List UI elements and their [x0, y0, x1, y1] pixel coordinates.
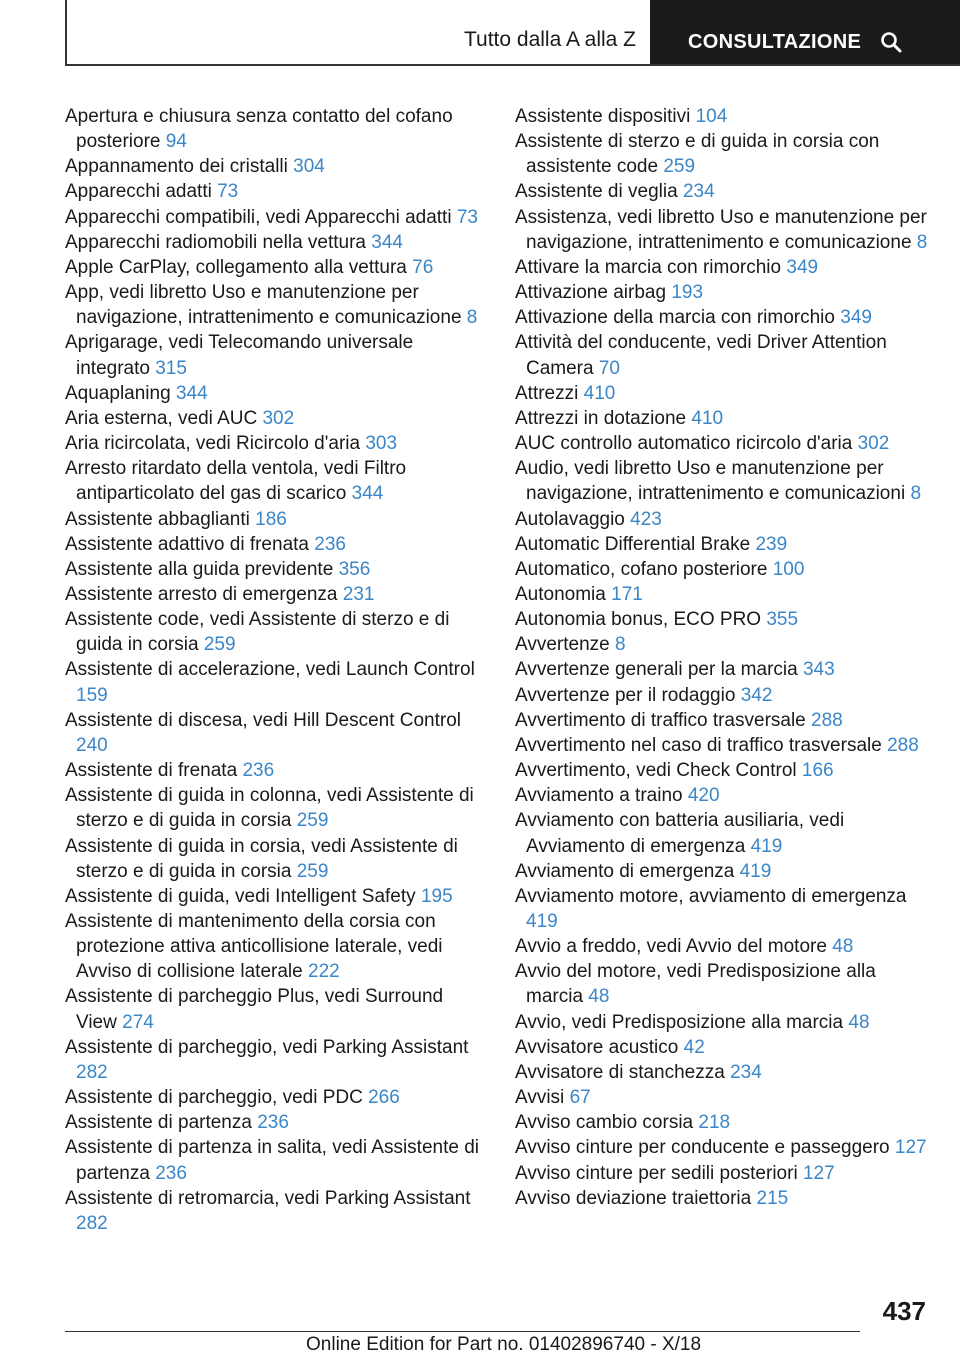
index-term: Avviamento con batteria ausiliaria, vedi Avviamento di emergenza — [515, 810, 845, 857]
page-reference-link[interactable]: 70 — [598, 357, 620, 379]
index-term: Automatico, cofano posteriore — [515, 558, 768, 580]
index-term: Avviso cinture per conducente e passeggero — [515, 1137, 890, 1159]
index-entry — [65, 708, 485, 758]
index-term: Attrezzi — [515, 382, 579, 404]
index-entry — [65, 406, 485, 431]
index-entry — [65, 456, 485, 506]
index-entry — [65, 984, 485, 1034]
index-term: Assistente di parcheggio Plus, vedi Surround View — [65, 986, 444, 1033]
index-entry — [515, 1110, 935, 1135]
index-entry — [515, 1161, 935, 1186]
page-reference-link[interactable]: 239 — [755, 533, 788, 555]
index-term: Apertura e chiusura senza contatto del cofano posteriore — [65, 106, 453, 153]
page-reference-link[interactable]: 282 — [76, 1061, 108, 1083]
page-reference-link[interactable]: 127 — [802, 1162, 835, 1184]
page-reference-link[interactable]: 342 — [740, 684, 773, 706]
index-term: Assistente code, vedi Assistente di sterzo e di guida in corsia — [65, 609, 450, 656]
page-reference-link[interactable]: 304 — [293, 156, 325, 178]
page-reference-link[interactable]: 8 — [916, 231, 928, 253]
page-reference-link[interactable]: 259 — [296, 810, 329, 832]
index-term: Attrezzi in dotazione — [515, 407, 687, 429]
page-reference-link[interactable]: 236 — [314, 533, 346, 555]
index-term: Avviamento motore, avviamento di emergenza — [515, 885, 907, 907]
index-entry — [515, 1135, 935, 1160]
index-entry — [65, 1085, 485, 1110]
index-entry — [515, 129, 935, 179]
index-entry — [65, 1110, 485, 1135]
section-tab-consultazione[interactable] — [650, 0, 960, 64]
page-reference-link[interactable]: 266 — [368, 1087, 400, 1109]
page-reference-link[interactable]: 73 — [456, 206, 478, 228]
page-reference-link[interactable]: 419 — [526, 911, 558, 932]
index-term: Assistente di frenata — [65, 760, 238, 782]
index-term: Avvertimento, vedi Check Control — [515, 760, 797, 782]
page-reference-link[interactable]: 100 — [772, 558, 805, 580]
page-reference-link[interactable]: 274 — [122, 1011, 154, 1033]
index-term: Assistente di sterzo e di guida in corsia con assistente code — [515, 131, 880, 178]
index-entry — [65, 154, 485, 179]
index-term: Avviso cambio corsia — [515, 1112, 694, 1134]
index-entry — [515, 557, 935, 582]
index-term: Avvertimento nel caso di traffico trasversale — [515, 734, 882, 756]
index-term: Avvio a freddo, vedi Avvio del motore — [515, 936, 827, 958]
index-term: Avvertimento di traffico trasversale — [515, 709, 806, 731]
index-term: Assistente adattivo di frenata — [65, 533, 309, 555]
index-term: Assistente arresto di emergenza — [65, 583, 338, 605]
page-reference-link[interactable]: 315 — [155, 357, 187, 379]
page-reference-link[interactable]: 344 — [175, 382, 208, 404]
index-term: Audio, vedi libretto Uso e manutenzione per navigazione, intrattenimento e comunicazioni — [515, 458, 906, 505]
page-reference-link[interactable]: 215 — [756, 1187, 789, 1209]
page-reference-link[interactable]: 288 — [811, 709, 843, 731]
index-term: Assistente di guida in corsia, vedi Assistente di sterzo e di guida in corsia — [65, 835, 458, 882]
index-term: Attivare la marcia con rimorchio — [515, 256, 782, 278]
index-term: Aria esterna, vedi AUC — [65, 407, 258, 429]
index-entry — [65, 834, 485, 884]
page-reference-link[interactable]: 349 — [786, 256, 819, 278]
page-reference-link[interactable]: 76 — [412, 256, 434, 278]
index-entry — [515, 507, 935, 532]
index-entry — [65, 230, 485, 255]
index-entry — [65, 657, 485, 707]
index-term: Assistente di parcheggio, vedi Parking Assistant — [65, 1036, 469, 1058]
page-reference-link[interactable]: 94 — [165, 131, 187, 153]
index-term: Assistente di parcheggio, vedi PDC — [65, 1087, 363, 1109]
index-entry — [515, 280, 935, 305]
page-reference-link[interactable]: 355 — [766, 609, 799, 631]
index-entry — [515, 381, 935, 406]
index-entry — [515, 859, 935, 884]
page-reference-link[interactable]: 166 — [801, 760, 834, 782]
page-reference-link[interactable]: 288 — [887, 734, 919, 756]
page-reference-link[interactable]: 344 — [371, 231, 403, 253]
index-entry — [515, 959, 935, 1009]
index-entry — [515, 1035, 935, 1060]
page-reference-link[interactable]: 236 — [155, 1162, 187, 1184]
index-entry — [515, 884, 935, 934]
index-term: Autonomia — [515, 583, 606, 605]
index-term: Autolavaggio — [515, 508, 625, 530]
page-reference-link[interactable]: 236 — [242, 760, 275, 782]
breadcrumb[interactable]: Tutto dalla A alla Z — [464, 28, 636, 51]
page-reference-link[interactable]: 302 — [262, 407, 295, 429]
page-reference-link[interactable]: 218 — [698, 1112, 731, 1134]
index-entry — [515, 683, 935, 708]
index-entry — [65, 255, 485, 280]
page-reference-link[interactable]: 240 — [76, 734, 108, 756]
page-reference-link[interactable]: 8 — [466, 307, 478, 329]
index-term: Assistente di veglia — [515, 181, 678, 203]
page-reference-link[interactable]: 420 — [687, 785, 720, 807]
index-term: Attivazione della marcia con rimorchio — [515, 307, 835, 329]
index-term: Aria ricircolata, vedi Ricircolo d'aria — [65, 433, 361, 455]
page-reference-link[interactable]: 282 — [76, 1212, 108, 1234]
page-reference-link[interactable]: 302 — [857, 433, 890, 455]
index-term: Assistente di accelerazione, vedi Launch Control — [65, 659, 475, 681]
index-entry — [515, 1186, 935, 1211]
index-entry — [65, 607, 485, 657]
page-reference-link[interactable]: 349 — [840, 307, 872, 329]
index-entry — [65, 783, 485, 833]
search-icon[interactable] — [879, 30, 903, 54]
index-term: Assistente di guida in colonna, vedi Assistente di sterzo e di guida in corsia — [65, 785, 474, 832]
index-term: Avviamento di emergenza — [515, 860, 735, 882]
section-label: CONSULTAZIONE — [688, 31, 862, 53]
index-entry — [65, 381, 485, 406]
index-entry — [515, 104, 935, 129]
index-entry — [515, 406, 935, 431]
index-entry — [65, 280, 485, 330]
index-entry — [65, 582, 485, 607]
page-reference-link[interactable]: 8 — [910, 483, 922, 505]
index-column-left — [65, 104, 485, 1236]
page-reference-link[interactable]: 234 — [682, 181, 715, 203]
index-entry — [65, 104, 485, 154]
page-reference-link[interactable]: 48 — [848, 1011, 870, 1033]
index-term: Apparecchi radiomobili nella vettura — [65, 231, 366, 253]
page-reference-link[interactable]: 343 — [802, 659, 835, 681]
index-entry — [65, 557, 485, 582]
index-entry — [515, 431, 935, 456]
index-entry — [515, 783, 935, 808]
index-entry — [65, 431, 485, 456]
index-column-right — [515, 104, 935, 1236]
page-reference-link[interactable]: 42 — [683, 1036, 705, 1058]
index-entry — [515, 205, 935, 255]
index-term: Avvertenze — [515, 634, 610, 656]
page-reference-link[interactable]: 67 — [569, 1087, 591, 1109]
index-entry — [515, 607, 935, 632]
page-reference-link[interactable]: 259 — [296, 860, 329, 882]
index-term: Apparecchi compatibili, vedi Apparecchi adatti — [65, 206, 452, 228]
index-entry — [65, 758, 485, 783]
index-entry — [515, 934, 935, 959]
index-entry — [65, 1186, 485, 1236]
page-reference-link[interactable]: 259 — [203, 634, 236, 656]
index-entry — [65, 205, 485, 230]
index-entry — [515, 330, 935, 380]
index-term: Attivazione airbag — [515, 282, 667, 304]
index-term: Apparecchi adatti — [65, 181, 212, 203]
index-entry — [515, 532, 935, 557]
index-term: Appannamento dei cristalli — [65, 156, 288, 178]
index-term: Avviso deviazione traiettoria — [515, 1187, 752, 1209]
page-reference-link[interactable]: 303 — [365, 433, 398, 455]
index-entry — [65, 1135, 485, 1185]
page-reference-link[interactable]: 410 — [691, 407, 724, 429]
page-reference-link[interactable]: 104 — [695, 106, 728, 127]
page-number: 437 — [882, 1296, 926, 1326]
index-term: Avvisi — [515, 1087, 565, 1109]
index-entry — [65, 507, 485, 532]
index-entry — [515, 758, 935, 783]
page-reference-link[interactable]: 419 — [739, 860, 772, 882]
index-term: Assistente di partenza — [65, 1112, 252, 1134]
page-reference-link[interactable]: 259 — [663, 156, 696, 178]
index-term: Avvertenze per il rodaggio — [515, 684, 736, 706]
index-term: Avvio del motore, vedi Predisposizione alla marcia — [515, 961, 876, 1008]
page-reference-link[interactable]: 234 — [730, 1061, 762, 1083]
index-entry — [515, 582, 935, 607]
page-reference-link[interactable]: 231 — [342, 583, 375, 605]
page-reference-link[interactable]: 159 — [76, 684, 108, 706]
index-entry — [515, 305, 935, 330]
page-reference-link[interactable]: 423 — [630, 508, 662, 530]
footer-divider — [65, 1331, 860, 1332]
index-term: Assistente abbaglianti — [65, 508, 250, 530]
index-entry — [65, 909, 485, 984]
index-term: Aquaplaning — [65, 382, 171, 404]
index-term: App, vedi libretto Uso e manutenzione per navigazione, intrattenimento e comunicazione — [65, 282, 462, 329]
index-entry — [65, 330, 485, 380]
index-term: Assistente alla guida previdente — [65, 558, 334, 580]
index-entry — [515, 708, 935, 733]
page-reference-link[interactable]: 344 — [351, 483, 384, 505]
index-term: Avvertenze generali per la marcia — [515, 659, 798, 681]
index-term: Assistente di discesa, vedi Hill Descent Control — [65, 709, 462, 731]
index-entry — [515, 808, 935, 858]
edition-footer: Online Edition for Part no. 01402896740 - X/18 — [306, 1334, 702, 1355]
index-term: Attività del conducente, vedi Driver Attention Camera — [515, 332, 887, 379]
index-entry — [515, 1010, 935, 1035]
index-term: Autonomia bonus, ECO PRO — [515, 609, 762, 631]
page-reference-link[interactable]: 236 — [257, 1112, 289, 1134]
page-header — [65, 0, 960, 66]
page-reference-link[interactable]: 48 — [588, 986, 610, 1008]
page-reference-link[interactable]: 8 — [614, 634, 626, 656]
index-entry — [515, 632, 935, 657]
index-term: Avviamento a traino — [515, 785, 683, 807]
index-term: Assistente di retromarcia, vedi Parking Assistant — [65, 1187, 471, 1209]
index-term: Avviso cinture per sedili posteriori — [515, 1162, 798, 1184]
index-term: Avvio, vedi Predisposizione alla marcia — [515, 1011, 844, 1033]
page-reference-link[interactable]: 356 — [338, 558, 371, 580]
page-reference-link[interactable]: 127 — [894, 1137, 927, 1159]
page-reference-link[interactable]: 186 — [255, 508, 287, 530]
index-term: Automatic Differential Brake — [515, 533, 751, 555]
index-entry — [515, 1060, 935, 1085]
page-reference-link[interactable]: 222 — [308, 961, 340, 983]
index-term: AUC controllo automatico ricircolo d'aria — [515, 433, 853, 455]
index-columns — [65, 104, 935, 1236]
index-entry — [65, 532, 485, 557]
index-term: Aprigarage, vedi Telecomando universale integrato — [65, 332, 414, 379]
page-reference-link[interactable]: 73 — [217, 181, 239, 203]
index-term: Avvisatore di stanchezza — [515, 1061, 725, 1083]
page-reference-link[interactable]: 171 — [611, 583, 643, 605]
index-term: Arresto ritardato della ventola, vedi Filtro antiparticolato del gas di scarico — [65, 458, 407, 505]
index-term: Assistenza, vedi libretto Uso e manutenzione per navigazione, intrattenimento e comunicazione — [515, 206, 927, 253]
index-term: Assistente di guida, vedi Intelligent Safety — [65, 885, 416, 907]
index-entry — [515, 179, 935, 204]
index-entry — [515, 255, 935, 280]
index-entry — [65, 884, 485, 909]
index-term: Assistente dispositivi — [515, 106, 691, 127]
index-entry — [515, 657, 935, 682]
index-entry — [65, 1035, 485, 1085]
index-term: Assistente di partenza in salita, vedi Assistente di partenza — [65, 1137, 480, 1184]
index-entry — [515, 733, 935, 758]
page-reference-link[interactable]: 48 — [832, 936, 854, 958]
index-term: Assistente di mantenimento della corsia con protezione attiva anticollisione laterale, vedi Avviso di collisione laterale — [65, 911, 443, 983]
page-reference-link[interactable]: 410 — [583, 382, 616, 404]
index-term: Avvisatore acustico — [515, 1036, 679, 1058]
index-entry — [65, 179, 485, 204]
index-entry — [515, 456, 935, 506]
index-term: Apple CarPlay, collegamento alla vettura — [65, 256, 407, 278]
page-reference-link[interactable]: 419 — [750, 835, 783, 857]
page-reference-link[interactable]: 193 — [671, 282, 704, 304]
page-reference-link[interactable]: 195 — [420, 885, 453, 907]
index-entry — [515, 1085, 935, 1110]
